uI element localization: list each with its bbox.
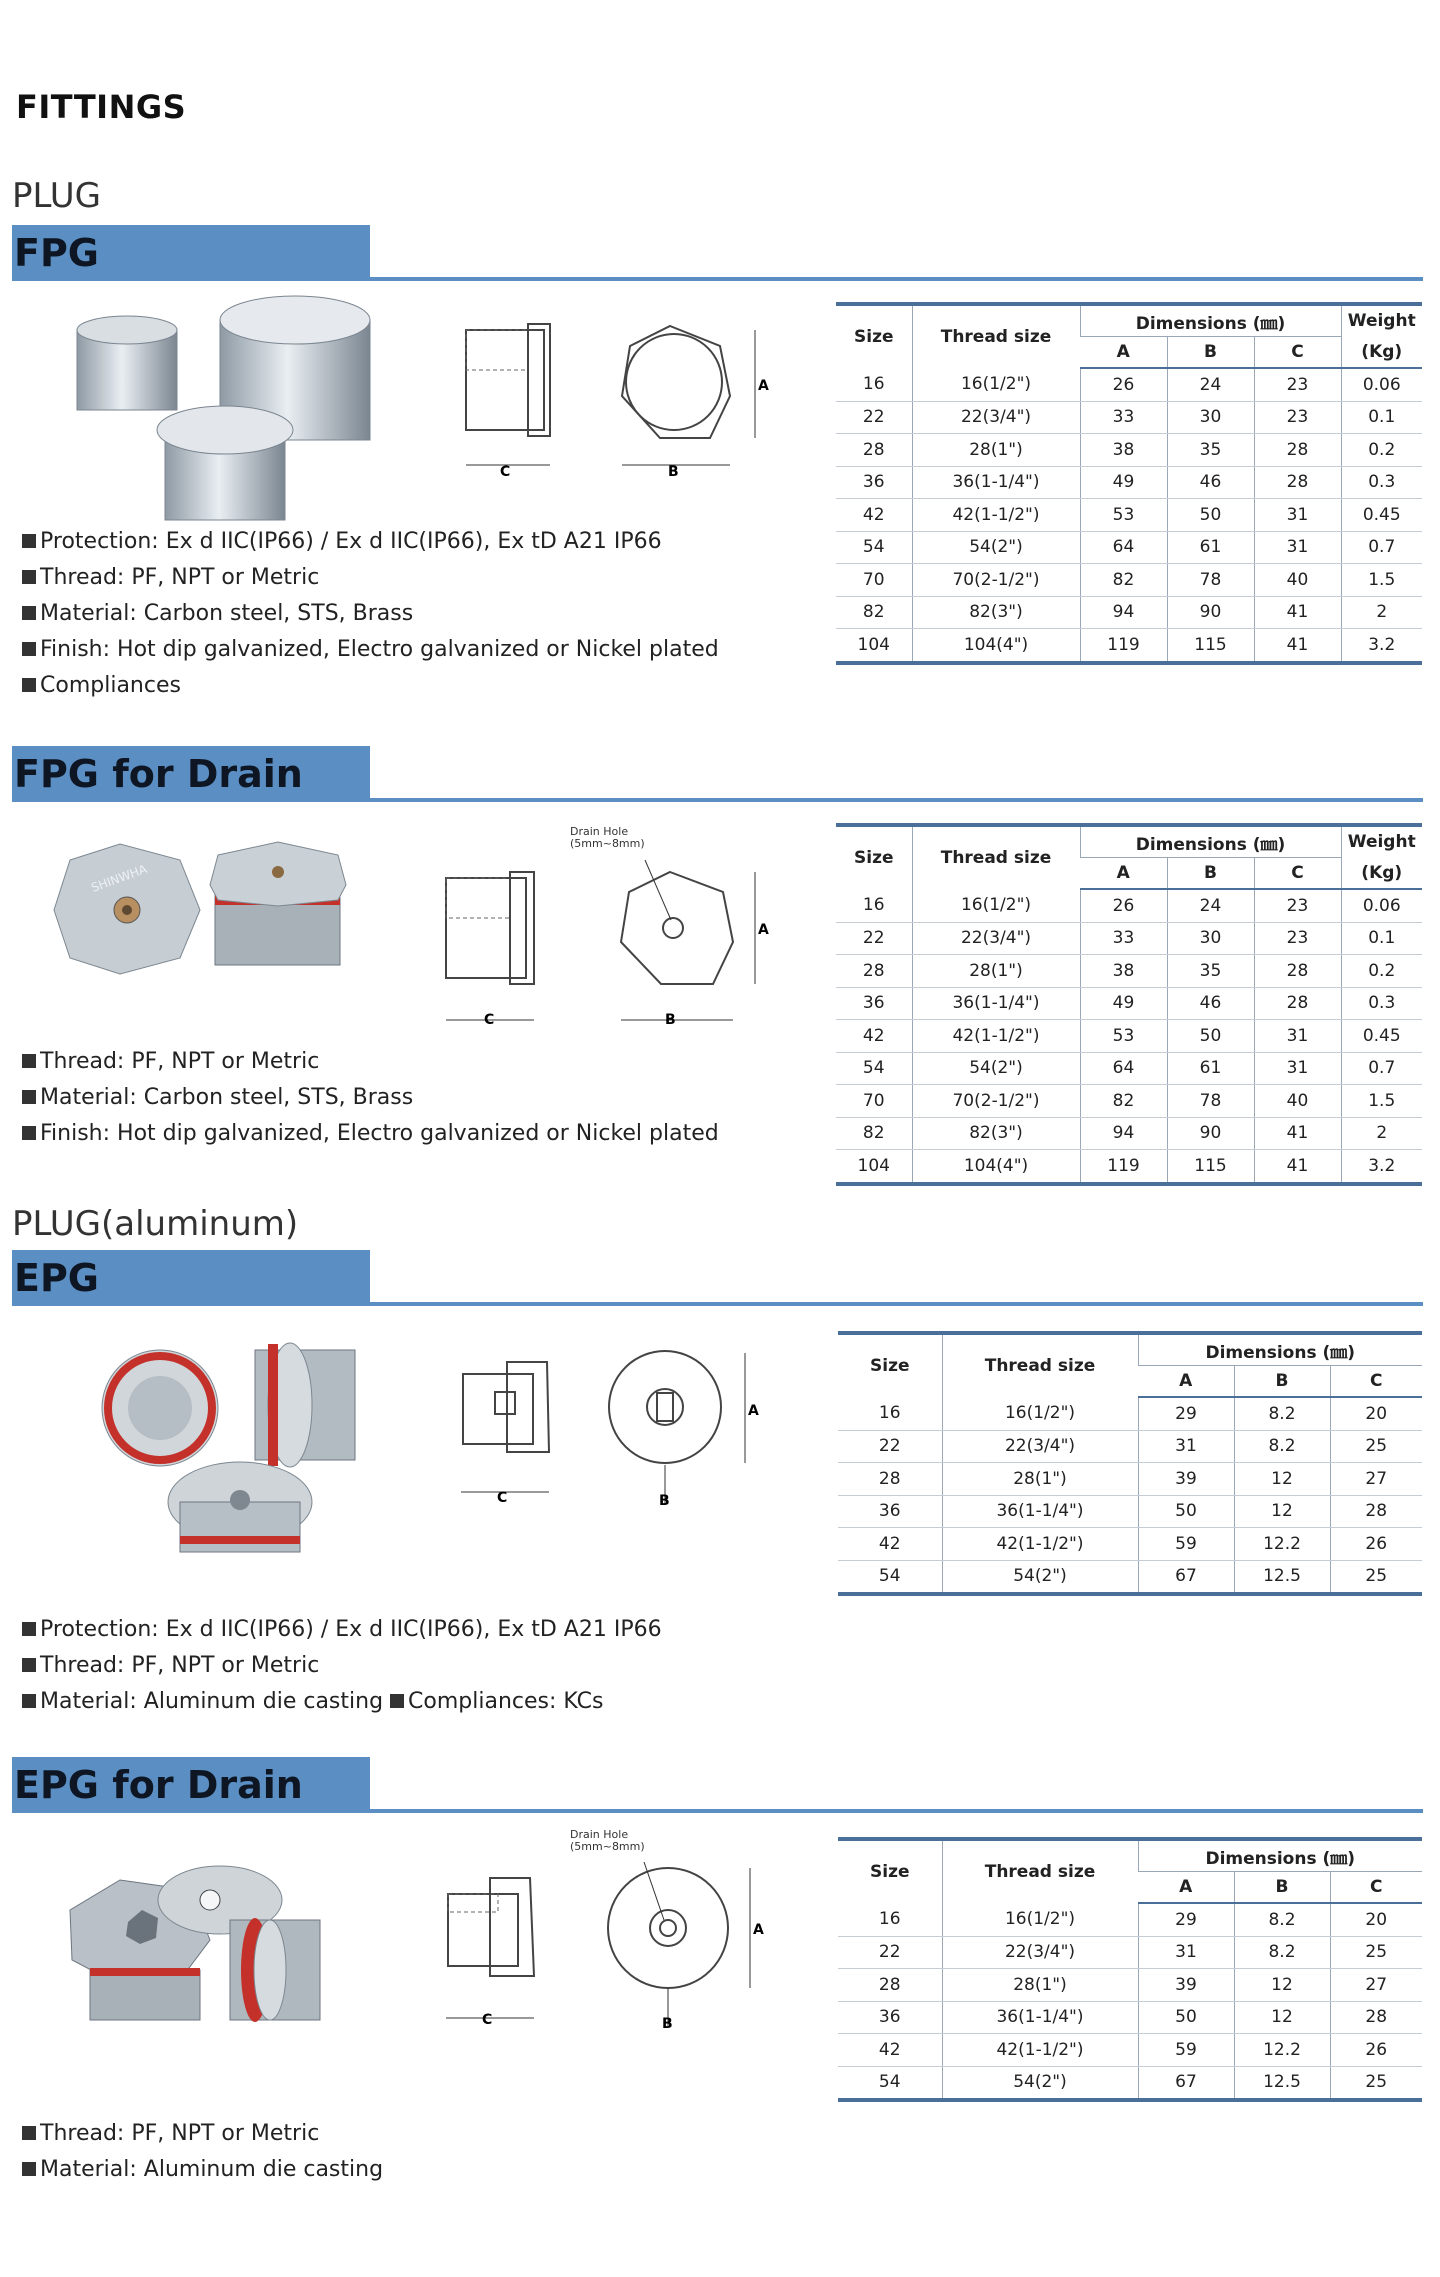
table-row [838, 2066, 1422, 2100]
table-cell: 23 [1254, 922, 1341, 955]
table-cell: 20 [1330, 1397, 1422, 1430]
epg-spec-thread: Thread: PF, NPT or Metric [40, 1653, 320, 1678]
table-cell: 64 [1080, 1052, 1167, 1085]
table-cell: 0.7 [1341, 531, 1422, 564]
table-cell: 0.45 [1341, 1020, 1422, 1053]
table-cell: 28 [836, 955, 912, 988]
table-cell: 70 [836, 1085, 912, 1118]
table-cell: 54(2") [942, 1560, 1138, 1594]
table-cell: 41 [1254, 1150, 1341, 1184]
fpg-front-drawing [610, 320, 770, 480]
col-a: A [1138, 1366, 1234, 1398]
svg-text:C: C [500, 464, 511, 480]
svg-text:A: A [758, 922, 769, 938]
col-b: B [1234, 1366, 1330, 1398]
table-cell: 26 [1330, 1528, 1422, 1561]
table-row [836, 434, 1422, 467]
table-cell: 26 [1080, 368, 1167, 401]
table-cell: 28 [1254, 987, 1341, 1020]
page-title: FITTINGS [16, 88, 187, 126]
fpg-spec-table [836, 302, 1422, 665]
table-cell: 70(2-1/2") [912, 564, 1080, 597]
table-cell: 35 [1167, 955, 1254, 988]
section-header-fpg [12, 225, 1423, 281]
table-cell: 29 [1138, 1397, 1234, 1430]
table-cell: 28 [836, 434, 912, 467]
epg-drain-side-drawing [440, 1866, 550, 2036]
svg-text:B: B [668, 464, 679, 480]
table-cell: 28(1") [912, 955, 1080, 988]
table-cell: 0.1 [1341, 922, 1422, 955]
table-cell: 28 [1254, 466, 1341, 499]
col-thread: Thread size [942, 1333, 1138, 1397]
table-cell: 59 [1138, 1528, 1234, 1561]
svg-text:A: A [758, 378, 769, 394]
table-cell: 119 [1080, 629, 1167, 663]
fpg-spec-list [22, 524, 719, 704]
table-cell: 42 [838, 1528, 942, 1561]
table-cell: 54 [836, 1052, 912, 1085]
table-cell: 8.2 [1234, 1903, 1330, 1936]
table-row [838, 1495, 1422, 1528]
table-cell: 42(1-1/2") [942, 2034, 1138, 2067]
svg-text:C: C [497, 1490, 508, 1506]
table-cell: 42 [836, 499, 912, 532]
table-cell: 1.5 [1341, 564, 1422, 597]
table-cell: 22 [836, 922, 912, 955]
section-title-epg: EPG [14, 1256, 99, 1300]
table-cell: 28 [838, 1969, 942, 2002]
table-cell: 16(1/2") [942, 1397, 1138, 1430]
table-row [836, 987, 1422, 1020]
table-cell: 104(4") [912, 629, 1080, 663]
table-cell: 3.2 [1341, 629, 1422, 663]
table-row [836, 401, 1422, 434]
table-cell: 61 [1167, 1052, 1254, 1085]
table-cell: 54 [838, 2066, 942, 2100]
section-header-epg [12, 1250, 1423, 1306]
col-c: C [1330, 1366, 1422, 1398]
col-dimensions: Dimensions (㎜) [1138, 1839, 1422, 1872]
table-cell: 16 [836, 889, 912, 922]
table-cell: 12.5 [1234, 1560, 1330, 1594]
table-cell: 42(1-1/2") [912, 499, 1080, 532]
epg-drain-product-photo [60, 1850, 360, 2040]
table-cell: 0.2 [1341, 955, 1422, 988]
table-cell: 33 [1080, 922, 1167, 955]
table-cell: 94 [1080, 1117, 1167, 1150]
table-cell: 115 [1167, 629, 1254, 663]
table-cell: 31 [1254, 1020, 1341, 1053]
table-cell: 104(4") [912, 1150, 1080, 1184]
svg-text:C: C [482, 2012, 493, 2028]
table-cell: 41 [1254, 629, 1341, 663]
table-row [836, 1117, 1422, 1150]
table-row [836, 922, 1422, 955]
table-cell: 82 [1080, 564, 1167, 597]
table-cell: 53 [1080, 499, 1167, 532]
fpg-drain-spec-list [22, 1044, 719, 1152]
table-cell: 104 [836, 1150, 912, 1184]
table-cell: 22(3/4") [942, 1936, 1138, 1969]
fpg-drain-product-photo [50, 840, 350, 980]
table-cell: 26 [1330, 2034, 1422, 2067]
section-title-epg-drain: EPG for Drain [14, 1763, 303, 1807]
col-dimensions: Dimensions (㎜) [1080, 304, 1341, 337]
table-cell: 28 [1330, 2001, 1422, 2034]
col-c: C [1254, 337, 1341, 369]
table-cell: 59 [1138, 2034, 1234, 2067]
table-cell: 82 [1080, 1085, 1167, 1118]
table-cell: 0.3 [1341, 466, 1422, 499]
table-row [836, 1085, 1422, 1118]
table-cell: 78 [1167, 1085, 1254, 1118]
epg-spec-compliances: Compliances: KCs [408, 1689, 604, 1714]
table-cell: 27 [1330, 1969, 1422, 2002]
table-cell: 0.06 [1341, 368, 1422, 401]
fpg-spec-material: Material: Carbon steel, STS, Brass [40, 601, 414, 626]
table-cell: 16(1/2") [912, 889, 1080, 922]
col-a: A [1080, 858, 1167, 890]
table-cell: 82(3") [912, 1117, 1080, 1150]
col-weight: Weight [1341, 825, 1422, 858]
table-cell: 90 [1167, 1117, 1254, 1150]
table-cell: 70 [836, 564, 912, 597]
col-thread: Thread size [942, 1839, 1138, 1903]
fpg-drain-spec-table [836, 823, 1422, 1186]
col-b: B [1167, 337, 1254, 369]
table-cell: 36 [836, 987, 912, 1020]
table-cell: 12 [1234, 1495, 1330, 1528]
table-row [836, 889, 1422, 922]
table-cell: 46 [1167, 987, 1254, 1020]
fpg-product-photo [55, 290, 385, 530]
table-cell: 70(2-1/2") [912, 1085, 1080, 1118]
table-cell: 24 [1167, 889, 1254, 922]
fpg-spec-thread: Thread: PF, NPT or Metric [40, 565, 320, 590]
table-row [838, 1528, 1422, 1561]
table-cell: 12.2 [1234, 1528, 1330, 1561]
table-cell: 33 [1080, 401, 1167, 434]
table-cell: 30 [1167, 401, 1254, 434]
table-cell: 50 [1167, 1020, 1254, 1053]
table-cell: 64 [1080, 531, 1167, 564]
table-cell: 3.2 [1341, 1150, 1422, 1184]
epg-drain-front-drawing [600, 1862, 780, 2032]
epg-front-drawing [605, 1345, 775, 1515]
table-cell: 22 [838, 1936, 942, 1969]
table-cell: 31 [1254, 1052, 1341, 1085]
table-cell: 23 [1254, 889, 1341, 922]
table-row [836, 564, 1422, 597]
table-cell: 28(1") [942, 1969, 1138, 2002]
table-cell: 12 [1234, 2001, 1330, 2034]
table-cell: 42(1-1/2") [912, 1020, 1080, 1053]
table-cell: 28 [1330, 1495, 1422, 1528]
table-cell: 53 [1080, 1020, 1167, 1053]
fpg-side-drawing [460, 320, 560, 480]
table-cell: 22 [838, 1430, 942, 1463]
table-cell: 28(1") [912, 434, 1080, 467]
col-thread: Thread size [912, 304, 1080, 368]
table-cell: 39 [1138, 1463, 1234, 1496]
table-cell: 54 [836, 531, 912, 564]
fpg-spec-finish: Finish: Hot dip galvanized, Electro galvanized or Nickel plated [40, 637, 719, 662]
table-cell: 8.2 [1234, 1430, 1330, 1463]
epg-spec-list [22, 1612, 662, 1720]
table-cell: 0.2 [1341, 434, 1422, 467]
table-row [836, 1020, 1422, 1053]
table-cell: 25 [1330, 1430, 1422, 1463]
table-cell: 23 [1254, 401, 1341, 434]
table-cell: 0.3 [1341, 987, 1422, 1020]
table-cell: 36(1-1/4") [912, 466, 1080, 499]
section-header-fpg-drain [12, 746, 1423, 802]
table-cell: 22(3/4") [912, 401, 1080, 434]
table-cell: 50 [1138, 1495, 1234, 1528]
col-size: Size [838, 1839, 942, 1903]
fpg-drain-front-drawing [605, 860, 785, 1030]
table-cell: 36 [838, 1495, 942, 1528]
table-row [838, 2034, 1422, 2067]
table-cell: 25 [1330, 1560, 1422, 1594]
epg-drain-spec-table [838, 1837, 1422, 2102]
table-row [838, 1903, 1422, 1936]
table-cell: 39 [1138, 1969, 1234, 2002]
table-cell: 28 [1254, 955, 1341, 988]
col-weight-unit: (Kg) [1341, 337, 1422, 369]
table-cell: 119 [1080, 1150, 1167, 1184]
col-weight-unit: (Kg) [1341, 858, 1422, 890]
svg-text:B: B [665, 1012, 676, 1028]
table-cell: 54(2") [912, 531, 1080, 564]
table-cell: 28(1") [942, 1463, 1138, 1496]
col-b: B [1167, 858, 1254, 890]
epg-drain-spec-thread: Thread: PF, NPT or Metric [40, 2121, 320, 2146]
fpg-drain-hole-label: Drain Hole (5mm~8mm) [570, 825, 645, 850]
table-cell: 36(1-1/4") [912, 987, 1080, 1020]
svg-text:B: B [662, 2016, 673, 2032]
table-cell: 27 [1330, 1463, 1422, 1496]
svg-text:C: C [484, 1012, 495, 1028]
table-row [836, 531, 1422, 564]
table-cell: 2 [1341, 596, 1422, 629]
table-row [838, 1463, 1422, 1496]
fpg-drain-spec-material: Material: Carbon steel, STS, Brass [40, 1085, 414, 1110]
table-cell: 50 [1167, 499, 1254, 532]
table-row [838, 1430, 1422, 1463]
table-cell: 36 [838, 2001, 942, 2034]
svg-text:A: A [753, 1922, 764, 1938]
table-cell: 40 [1254, 564, 1341, 597]
table-row [836, 499, 1422, 532]
table-cell: 36 [836, 466, 912, 499]
table-cell: 42 [836, 1020, 912, 1053]
fpg-drain-spec-thread: Thread: PF, NPT or Metric [40, 1049, 320, 1074]
epg-side-drawing [455, 1352, 565, 1512]
table-cell: 35 [1167, 434, 1254, 467]
col-size: Size [836, 825, 912, 889]
table-cell: 16(1/2") [912, 368, 1080, 401]
col-weight: Weight [1341, 304, 1422, 337]
table-cell: 22 [836, 401, 912, 434]
table-cell: 41 [1254, 1117, 1341, 1150]
table-row [838, 1397, 1422, 1430]
col-size: Size [838, 1333, 942, 1397]
table-cell: 0.7 [1341, 1052, 1422, 1085]
col-dimensions: Dimensions (㎜) [1138, 1333, 1422, 1366]
col-dimensions: Dimensions (㎜) [1080, 825, 1341, 858]
table-cell: 16 [838, 1903, 942, 1936]
table-row [838, 1969, 1422, 2002]
table-cell: 82 [836, 596, 912, 629]
col-a: A [1138, 1872, 1234, 1904]
table-cell: 26 [1080, 889, 1167, 922]
epg-drain-spec-list [22, 2116, 383, 2188]
table-cell: 28 [1254, 434, 1341, 467]
col-c: C [1254, 858, 1341, 890]
table-cell: 8.2 [1234, 1397, 1330, 1430]
section-header-epg-drain [12, 1757, 1423, 1813]
table-cell: 29 [1138, 1903, 1234, 1936]
fpg-drain-side-drawing [440, 868, 550, 1028]
table-cell: 31 [1254, 531, 1341, 564]
table-cell: 82(3") [912, 596, 1080, 629]
table-cell: 38 [1080, 434, 1167, 467]
table-cell: 16(1/2") [942, 1903, 1138, 1936]
table-row [838, 1936, 1422, 1969]
table-row [836, 955, 1422, 988]
table-cell: 12 [1234, 1969, 1330, 2002]
table-row [836, 1150, 1422, 1184]
table-cell: 90 [1167, 596, 1254, 629]
section-title-fpg: FPG [14, 231, 99, 275]
epg-drain-spec-material: Material: Aluminum die casting [40, 2157, 384, 2182]
table-cell: 104 [836, 629, 912, 663]
group-title-plug-aluminum: PLUG(aluminum) [12, 1204, 299, 1244]
table-cell: 0.06 [1341, 889, 1422, 922]
table-cell: 67 [1138, 2066, 1234, 2100]
table-cell: 36(1-1/4") [942, 1495, 1138, 1528]
table-cell: 82 [836, 1117, 912, 1150]
epg-spec-material: Material: Aluminum die casting [40, 1689, 384, 1714]
table-cell: 23 [1254, 368, 1341, 401]
table-cell: 24 [1167, 368, 1254, 401]
table-cell: 22(3/4") [942, 1430, 1138, 1463]
table-cell: 46 [1167, 466, 1254, 499]
table-cell: 28 [838, 1463, 942, 1496]
col-b: B [1234, 1872, 1330, 1904]
table-cell: 8.2 [1234, 1936, 1330, 1969]
col-size: Size [836, 304, 912, 368]
table-cell: 1.5 [1341, 1085, 1422, 1118]
table-cell: 31 [1254, 499, 1341, 532]
table-row [836, 368, 1422, 401]
table-cell: 40 [1254, 1085, 1341, 1118]
table-row [836, 466, 1422, 499]
table-cell: 31 [1138, 1936, 1234, 1969]
table-cell: 0.1 [1341, 401, 1422, 434]
fpg-spec-protection: Protection: Ex d IIC(IP66) / Ex d IIC(IP66), Ex tD A21 IP66 [40, 529, 662, 554]
table-cell: 42 [838, 2034, 942, 2067]
table-row [836, 1052, 1422, 1085]
table-cell: 50 [1138, 2001, 1234, 2034]
table-cell: 61 [1167, 531, 1254, 564]
table-cell: 94 [1080, 596, 1167, 629]
fpg-drain-spec-finish: Finish: Hot dip galvanized, Electro galvanized or Nickel plated [40, 1121, 719, 1146]
svg-text:B: B [659, 1493, 670, 1509]
table-cell: 16 [838, 1397, 942, 1430]
table-cell: 2 [1341, 1117, 1422, 1150]
table-cell: 49 [1080, 987, 1167, 1020]
table-cell: 36(1-1/4") [942, 2001, 1138, 2034]
table-cell: 115 [1167, 1150, 1254, 1184]
table-cell: 54(2") [942, 2066, 1138, 2100]
epg-product-photo [90, 1330, 380, 1570]
table-cell: 54 [838, 1560, 942, 1594]
table-cell: 30 [1167, 922, 1254, 955]
fpg-drain-brand-marking: SHINWHA [89, 861, 149, 895]
table-cell: 12.2 [1234, 2034, 1330, 2067]
table-cell: 49 [1080, 466, 1167, 499]
table-cell: 42(1-1/2") [942, 1528, 1138, 1561]
epg-spec-protection: Protection: Ex d IIC(IP66) / Ex d IIC(IP66), Ex tD A21 IP66 [40, 1617, 662, 1642]
table-cell: 41 [1254, 596, 1341, 629]
table-cell: 0.45 [1341, 499, 1422, 532]
group-title-plug: PLUG [12, 176, 101, 216]
col-a: A [1080, 337, 1167, 369]
table-cell: 12 [1234, 1463, 1330, 1496]
table-cell: 78 [1167, 564, 1254, 597]
svg-text:A: A [748, 1403, 759, 1419]
table-cell: 38 [1080, 955, 1167, 988]
epg-drain-hole-label: Drain Hole (5mm~8mm) [570, 1828, 645, 1853]
table-cell: 25 [1330, 2066, 1422, 2100]
table-cell: 20 [1330, 1903, 1422, 1936]
col-c: C [1330, 1872, 1422, 1904]
epg-spec-table [838, 1331, 1422, 1596]
table-cell: 22(3/4") [912, 922, 1080, 955]
table-row [836, 596, 1422, 629]
table-cell: 31 [1138, 1430, 1234, 1463]
table-cell: 54(2") [912, 1052, 1080, 1085]
table-row [838, 2001, 1422, 2034]
table-cell: 16 [836, 368, 912, 401]
table-row [836, 629, 1422, 663]
section-title-fpg-drain: FPG for Drain [14, 752, 303, 796]
fpg-spec-compliances: Compliances [40, 673, 181, 698]
table-cell: 12.5 [1234, 2066, 1330, 2100]
table-row [838, 1560, 1422, 1594]
table-cell: 67 [1138, 1560, 1234, 1594]
col-thread: Thread size [912, 825, 1080, 889]
table-cell: 25 [1330, 1936, 1422, 1969]
